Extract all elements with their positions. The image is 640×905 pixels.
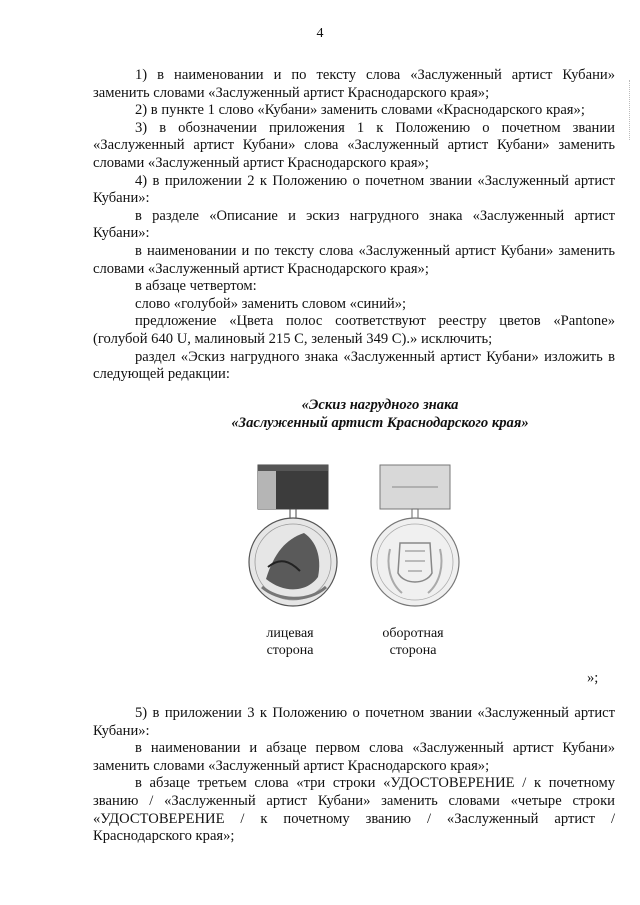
closing-quote: »; [587,670,599,686]
caption-front-line-2: сторона [266,643,314,658]
sketch-title-line-1: «Эскиз нагрудного знака [301,397,459,413]
margin-mark [629,80,636,140]
paragraph-4: 4) в приложении 2 к Положению о почетном звании «Заслуженный артист Кубани»: [93,172,615,207]
caption-front [235,625,345,659]
caption-back [358,625,468,659]
page-number: 4 [316,26,324,41]
paragraph-8: слово «голубой» заменить словом «синий»; [135,295,407,312]
paragraph-6: в наименовании и по тексту слова «Заслуженный артист Кубани» заменить словами «Заслуженный артист Краснодарского края»; [93,242,615,277]
paragraph-1: 1) в наименовании и по тексту слова «Заслуженный артист Кубани» заменить словами «Заслуженный артист Краснодарского края»; [93,67,615,101]
caption-back-line-1: оборотная [382,626,444,641]
paragraph-5: в разделе «Описание и эскиз нагрудного знака «Заслуженный артист Кубани»: [93,207,615,242]
paragraph-12: в наименовании и абзаце первом слова «Заслуженный артист Кубани» заменить словами «Заслуженный артист Краснодарского края»; [93,740,615,774]
caption-back-line-2: сторона [389,643,437,658]
paragraph-13: в абзаце третьем слова «три строки «УДОСТОВЕРЕНИЕ / к почетному званию / «Заслуженный артист Кубани» заменить словами «четыре строки «УДОСТОВЕРЕНИЕ / к почетному званию / «Заслуженный артист / Краснодарского края»; [93,775,615,845]
paragraph-3: 3) в обозначении приложения 1 к Положению о почетном звании «Заслуженный артист Кубани» слова «Заслуженный артист Кубани» заменить словами «Заслуженный артист Краснодарского края»; [93,119,615,171]
sketch-title-line-2: «Заслуженный артист Краснодарского края» [231,415,529,431]
caption-front-line-1: лицевая [266,626,314,641]
paragraph-10: раздел «Эскиз нагрудного знака «Заслуженный артист Кубани» изложить в следующей редакции: [93,348,615,383]
paragraph-7: в абзаце четвертом: [135,278,257,295]
amendments-block-1 [93,67,615,384]
paragraph-9: предложение «Цвета полос соответствуют реестру цветов «Pantone» (голубой 640 U, малиновый 215 C, зеленый 349 C).» исключить; [93,313,615,347]
amendments-block-2 [93,705,615,846]
paragraph-2: 2) в пункте 1 слово «Кубани» заменить словами «Краснодарского края»; [135,102,585,119]
badge-back-image [360,461,470,621]
paragraph-11: 5) в приложении 3 к Положению о почетном звании «Заслуженный артист Кубани»: [93,705,615,739]
sketch-title [0,396,640,432]
badge-front-image [238,461,348,621]
